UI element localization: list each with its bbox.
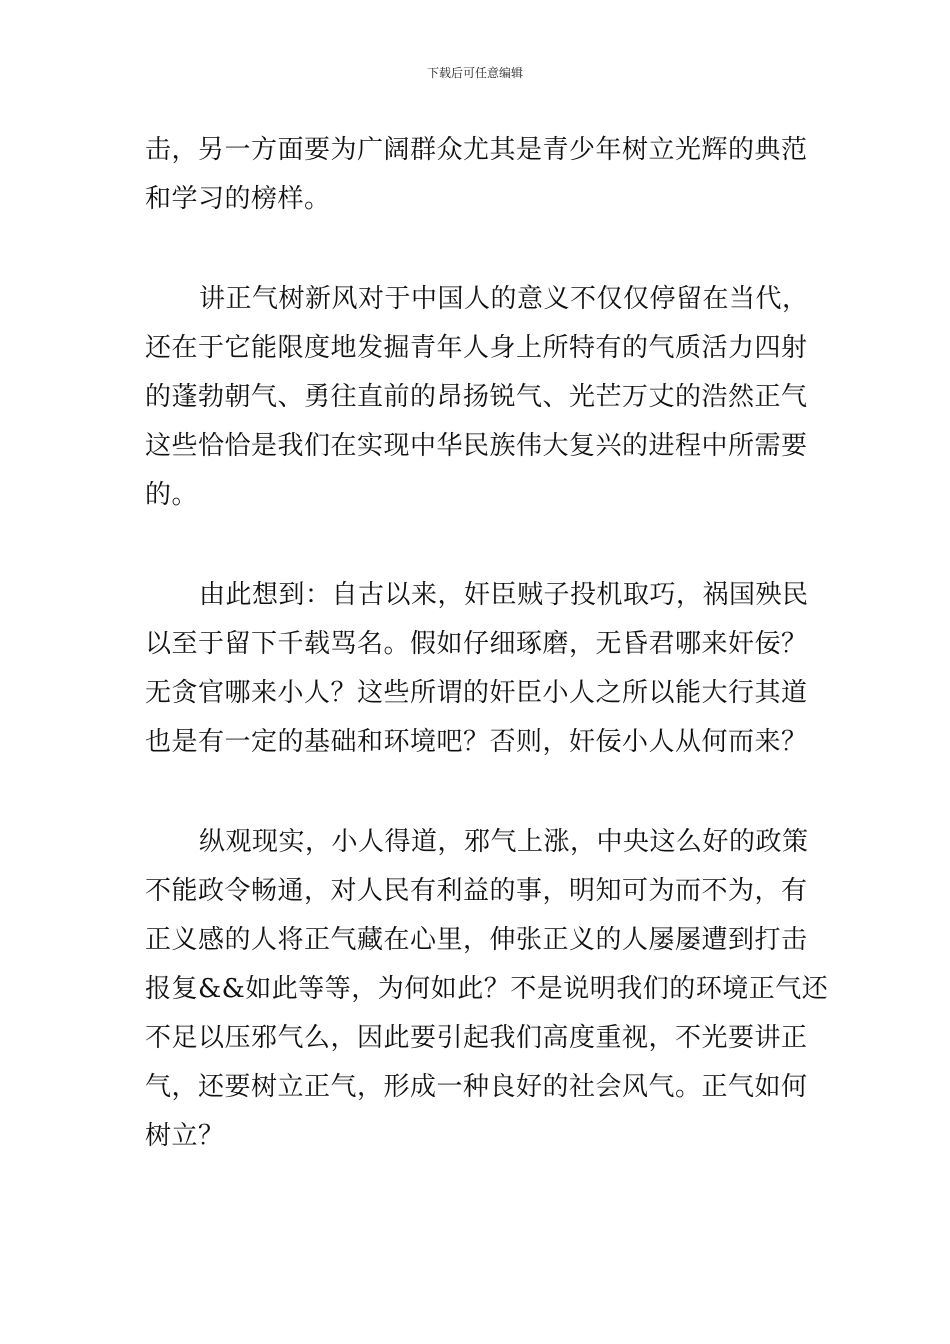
paragraph-1 [145, 126, 808, 224]
document-body [145, 126, 829, 1161]
text-line: 的蓬勃朝气、勇往直前的昂扬锐气、光芒万丈的浩然正气 [145, 382, 808, 412]
text-line: 这些恰恰是我们在实现中华民族伟大复兴的进程中所需要 [145, 431, 808, 461]
text-line: 以至于留下千载骂名。假如仔细琢磨，无昏君哪来奸佞？ [145, 629, 808, 659]
paragraph-gap [145, 224, 805, 275]
text-line: 不足以压邪气么，因此要引起我们高度重视，不光要讲正 [145, 1023, 808, 1053]
paragraph-4 [145, 818, 829, 1161]
paragraph-2 [145, 275, 809, 520]
page-header: 下载后可任意编辑 [426, 66, 523, 80]
paragraph-3 [145, 571, 809, 767]
paragraph-gap [145, 767, 805, 818]
text-line: 和学习的榜样。 [145, 184, 331, 214]
text-line: 由此想到：自古以来，奸臣贼子投机取巧，祸国殃民 [199, 580, 809, 610]
text-line: 树立？ [145, 1121, 225, 1151]
text-line: 讲正气树新风对于中国人的意义不仅仅停留在当代， [199, 284, 809, 314]
text-line: 还在于它能限度地发掘青年人身上所特有的气质活力四射 [145, 333, 808, 363]
text-line: 也是有一定的基础和环境吧？否则，奸佞小人从何而来？ [145, 727, 808, 757]
text-line: 无贪官哪来小人？这些所谓的奸臣小人之所以能大行其道 [145, 678, 808, 708]
text-line: 不能政令畅通，对人民有利益的事，明知可为而不为，有 [145, 876, 808, 906]
text-line: 正义感的人将正气藏在心里，伸张正义的人屡屡遭到打击 [145, 925, 808, 955]
text-line: 击，另一方面要为广阔群众尤其是青少年树立光辉的典范 [145, 135, 808, 165]
paragraph-gap [145, 520, 805, 571]
text-line: 气，还要树立正气，形成一种良好的社会风气。正气如何 [145, 1072, 808, 1102]
text-line: 报复&&如此等等，为何如此？不是说明我们的环境正气还 [145, 974, 829, 1004]
text-line: 纵观现实，小人得道，邪气上涨，中央这么好的政策 [199, 827, 809, 857]
text-line: 的。 [145, 480, 199, 510]
